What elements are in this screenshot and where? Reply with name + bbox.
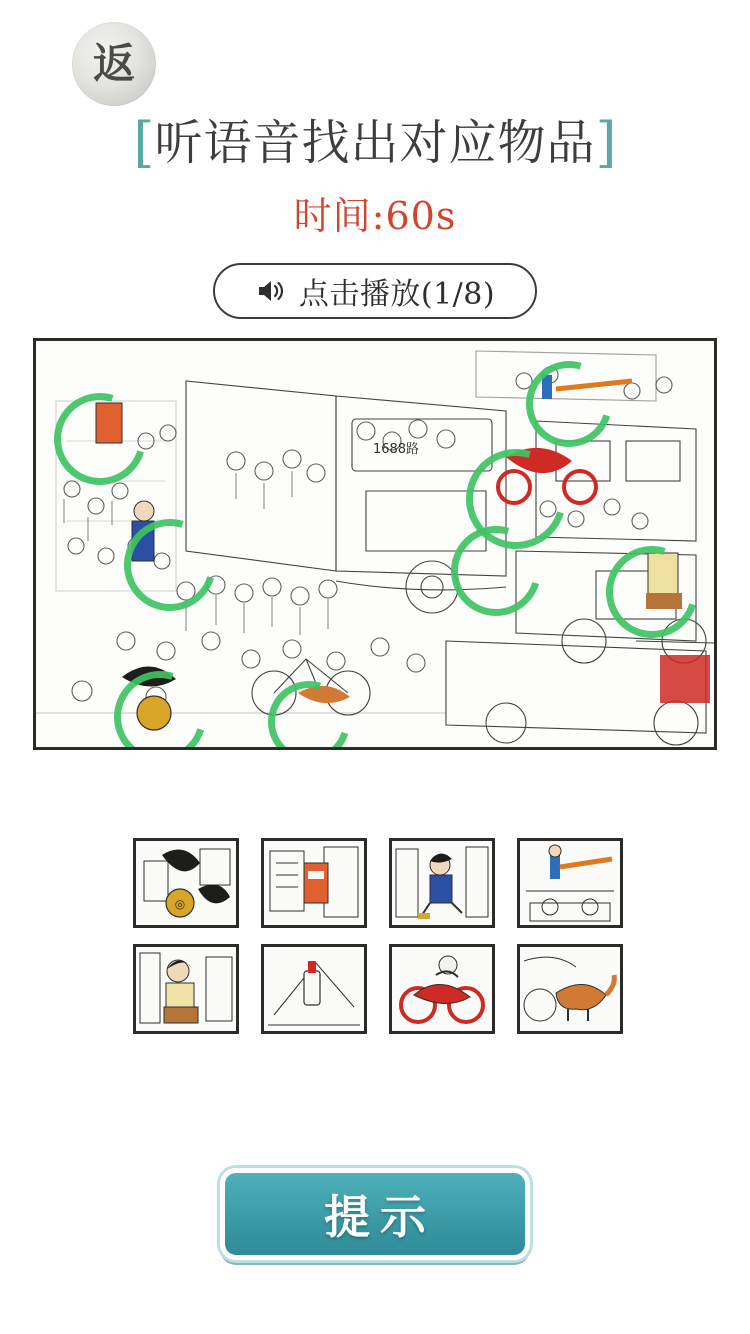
thumb-bottle-art: [264, 947, 364, 1031]
back-button-label: 返: [92, 39, 135, 88]
back-button[interactable]: [72, 22, 156, 106]
speaker-icon: [255, 276, 285, 306]
thumb-motorcycle[interactable]: [389, 944, 495, 1034]
thumb-seated-woman-art: [136, 947, 236, 1031]
play-audio-label: 点击播放(1/8): [298, 277, 496, 312]
title-open-bracket: [: [133, 111, 155, 174]
thumb-worker-pole-art: [520, 841, 620, 925]
thumb-coin-hair[interactable]: [133, 838, 239, 928]
svg-text:1688路: 1688路: [372, 442, 420, 457]
thumb-dog[interactable]: [517, 944, 623, 1034]
thumb-dog-art: [520, 947, 620, 1031]
thumb-blue-woman[interactable]: [389, 838, 495, 928]
title-text: 听语音找出对应物品: [154, 115, 596, 171]
thumb-bottle[interactable]: [261, 944, 367, 1034]
thumb-blue-woman-art: [392, 841, 492, 925]
title-close-bracket: ]: [595, 111, 617, 174]
thumb-worker-pole[interactable]: [517, 838, 623, 928]
svg-text:◎: ◎: [174, 897, 186, 911]
thumb-seated-woman[interactable]: [133, 944, 239, 1034]
thumb-coin-hair-art: [136, 841, 236, 925]
target-thumbnail-list: [133, 838, 623, 1034]
timer-text: 时间:60s: [293, 194, 457, 238]
hint-button-label: 提示: [324, 1190, 436, 1244]
hint-button[interactable]: [220, 1168, 530, 1260]
page-title: [0, 104, 750, 174]
play-audio-button[interactable]: [213, 263, 537, 319]
thumb-vending-box-art: [264, 841, 364, 925]
thumb-motorcycle-art: [392, 947, 492, 1031]
scene-image[interactable]: [33, 338, 717, 750]
thumb-vending-box[interactable]: [261, 838, 367, 928]
